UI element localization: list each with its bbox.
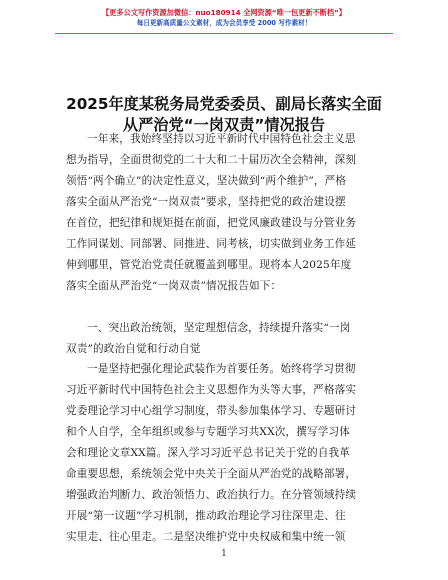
text-line: 一是坚持把强化理论武装作为首要任务。始终将学习贯彻	[87, 363, 356, 375]
text-line: 伸到哪里，管党治党责任就覆盖到哪里。现将本人2025年度	[66, 259, 352, 271]
text-line: 开展“第一议题”学习机制，推动政治理论学习往深里走、往	[66, 510, 346, 522]
title-line-1: 2025年度某税务局党委委员、副局长落实全面	[66, 95, 382, 113]
promo-banner-line-1: 【更多公文写作资源加微信：nuo180914 全网资源“唯一包更新不断档”】	[101, 8, 346, 17]
section-heading-1	[66, 318, 386, 360]
text-line: 党委理论学习中心组学习制度，带头参加集体学习、专题研讨	[66, 405, 357, 417]
text-line: 落实全面从严治党“一岗双责”情况报告如下：	[66, 280, 282, 292]
text-line: 命重要思想，系统领会党中央关于全面从严治党的战略部署，	[66, 468, 357, 480]
paragraph-intro	[66, 129, 386, 297]
text-line: 和个人自学，全年组织或参与专题学习共XX次，撰写学习体	[66, 426, 350, 438]
text-line: 习近平新时代中国特色社会主义思想作为头等大事，严格落实	[66, 384, 357, 396]
text-line: 双责”的政治自觉和行动自觉	[66, 343, 201, 355]
title-line-2: 从严治党“一岗双责”情况报告	[122, 116, 326, 134]
promo-header	[0, 8, 448, 28]
text-line: 增强政治判断力、政治领悟力、政治执行力。在分管领域持续	[66, 489, 357, 501]
header-divider	[55, 33, 393, 34]
text-line: 领悟“两个确立”的决定性意义，坚决做到“两个维护”，严格	[66, 175, 347, 187]
promo-banner-line-2: 每日更新高质量公文素材，成为会员享受 2000 写作素材！	[136, 19, 312, 27]
text-line: 一年来，我始终坚持以习近平新时代中国特色社会主义思	[87, 133, 356, 145]
page-number: 1	[221, 549, 227, 559]
text-line: 想为指导，全面贯彻党的二十大和二十届历次全会精神，深刻	[66, 154, 357, 166]
text-line: 落实全面从严治党“一岗双责”要求，坚持把党的政治建设摆	[66, 196, 346, 208]
text-line: 工作同谋划、同部署、同推进、同考核，切实做到业务工作延	[66, 238, 357, 250]
text-line: 会和理论文章XX篇。深入学习习近平总书记关于党的自我革	[66, 447, 350, 459]
text-line: 在首位，把纪律和规矩挺在前面，把党风廉政建设与分管业务	[66, 217, 357, 229]
paragraph-theory-study	[66, 359, 386, 548]
text-line: 一、突出政治统领，坚定理想信念，持续提升落实“一岗	[87, 322, 351, 334]
text-line: 实里走、往心里走。二是坚决维护党中央权威和集中统一领	[66, 531, 346, 543]
